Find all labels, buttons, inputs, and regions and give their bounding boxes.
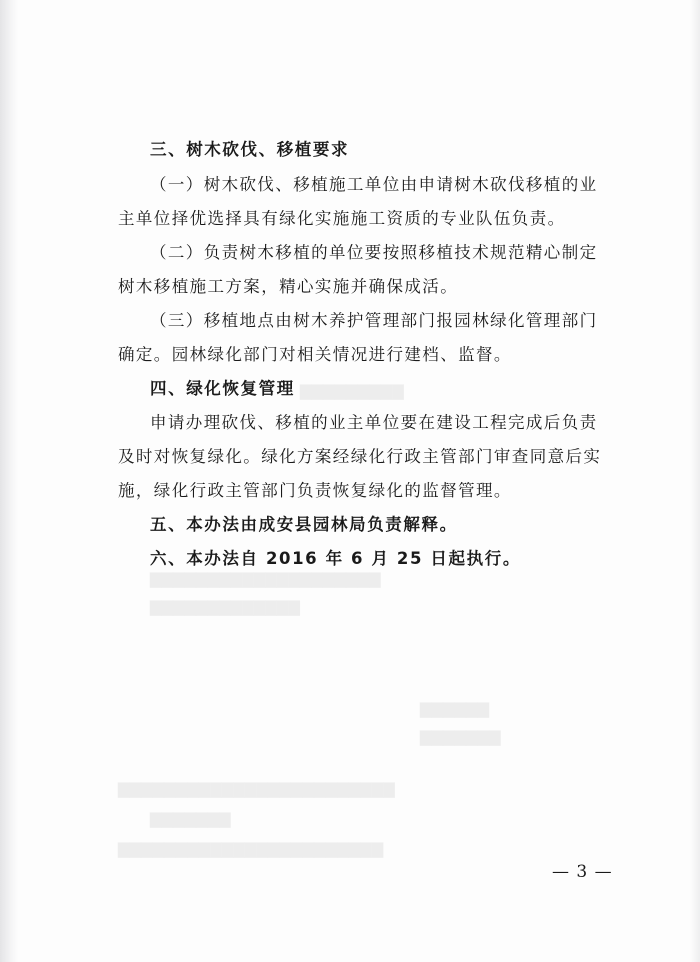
paragraph-line: （三）移植地点由树木养护管理部门报园林绿化管理部门 — [150, 311, 598, 330]
bleed-through-mark: ▇▇▇▇▇▇▇ — [420, 728, 501, 746]
paragraph-line: 及时对恢复绿化。绿化方案经绿化行政主管部门审查同意后实 — [118, 447, 602, 466]
bleed-through-mark: ▇▇▇▇▇▇ — [420, 700, 490, 718]
section-heading-green-restoration: 四、绿化恢复管理 — [150, 379, 295, 398]
bleed-through-mark: ▇▇▇▇▇▇▇▇▇▇▇▇▇▇▇▇▇▇▇▇▇▇▇▇ — [118, 780, 395, 798]
paragraph-line: （二）负责树木移植的单位要按照移植技术规范精心制定 — [150, 243, 598, 262]
section-heading-tree-removal: 三、树木砍伐、移植要求 — [150, 140, 350, 159]
paragraph-line: 确定。园林绿化部门对相关情况进行建档、监督。 — [118, 345, 512, 364]
paragraph-line: 申请办理砍伐、移植的业主单位要在建设工程完成后负责 — [150, 413, 598, 432]
paragraph-line: 施，绿化行政主管部门负责恢复绿化的监督管理。 — [118, 481, 512, 500]
paragraph-line: （一）树木砍伐、移植施工单位由申请树木砍伐移植的业 — [150, 175, 598, 194]
bleed-through-mark: ▇▇▇▇▇▇▇▇▇▇▇▇▇▇▇▇▇▇▇▇ — [150, 570, 381, 588]
section-heading-interpretation: 五、本办法由成安县园林局负责解释。 — [150, 515, 458, 534]
section-heading-effective-date: 六、本办法自 2016 年 6 月 25 日起执行。 — [150, 549, 521, 568]
paragraph-line: 主单位择优选择具有绿化实施施工资质的专业队伍负责。 — [118, 209, 566, 228]
page-number: — 3 — — [552, 862, 613, 882]
bleed-through-mark: ▇▇▇▇▇▇▇▇▇▇▇▇▇▇▇▇▇▇▇▇▇▇▇ — [118, 840, 384, 858]
bleed-through-mark: ▇▇▇▇▇▇▇▇▇▇▇▇▇ — [150, 598, 300, 616]
paragraph-line: 树木移植施工方案，精心实施并确保成活。 — [118, 277, 459, 296]
bleed-through-mark: ▇▇▇▇▇▇▇▇▇ — [300, 382, 404, 400]
bleed-through-mark: ▇▇▇▇▇▇▇ — [150, 810, 231, 828]
